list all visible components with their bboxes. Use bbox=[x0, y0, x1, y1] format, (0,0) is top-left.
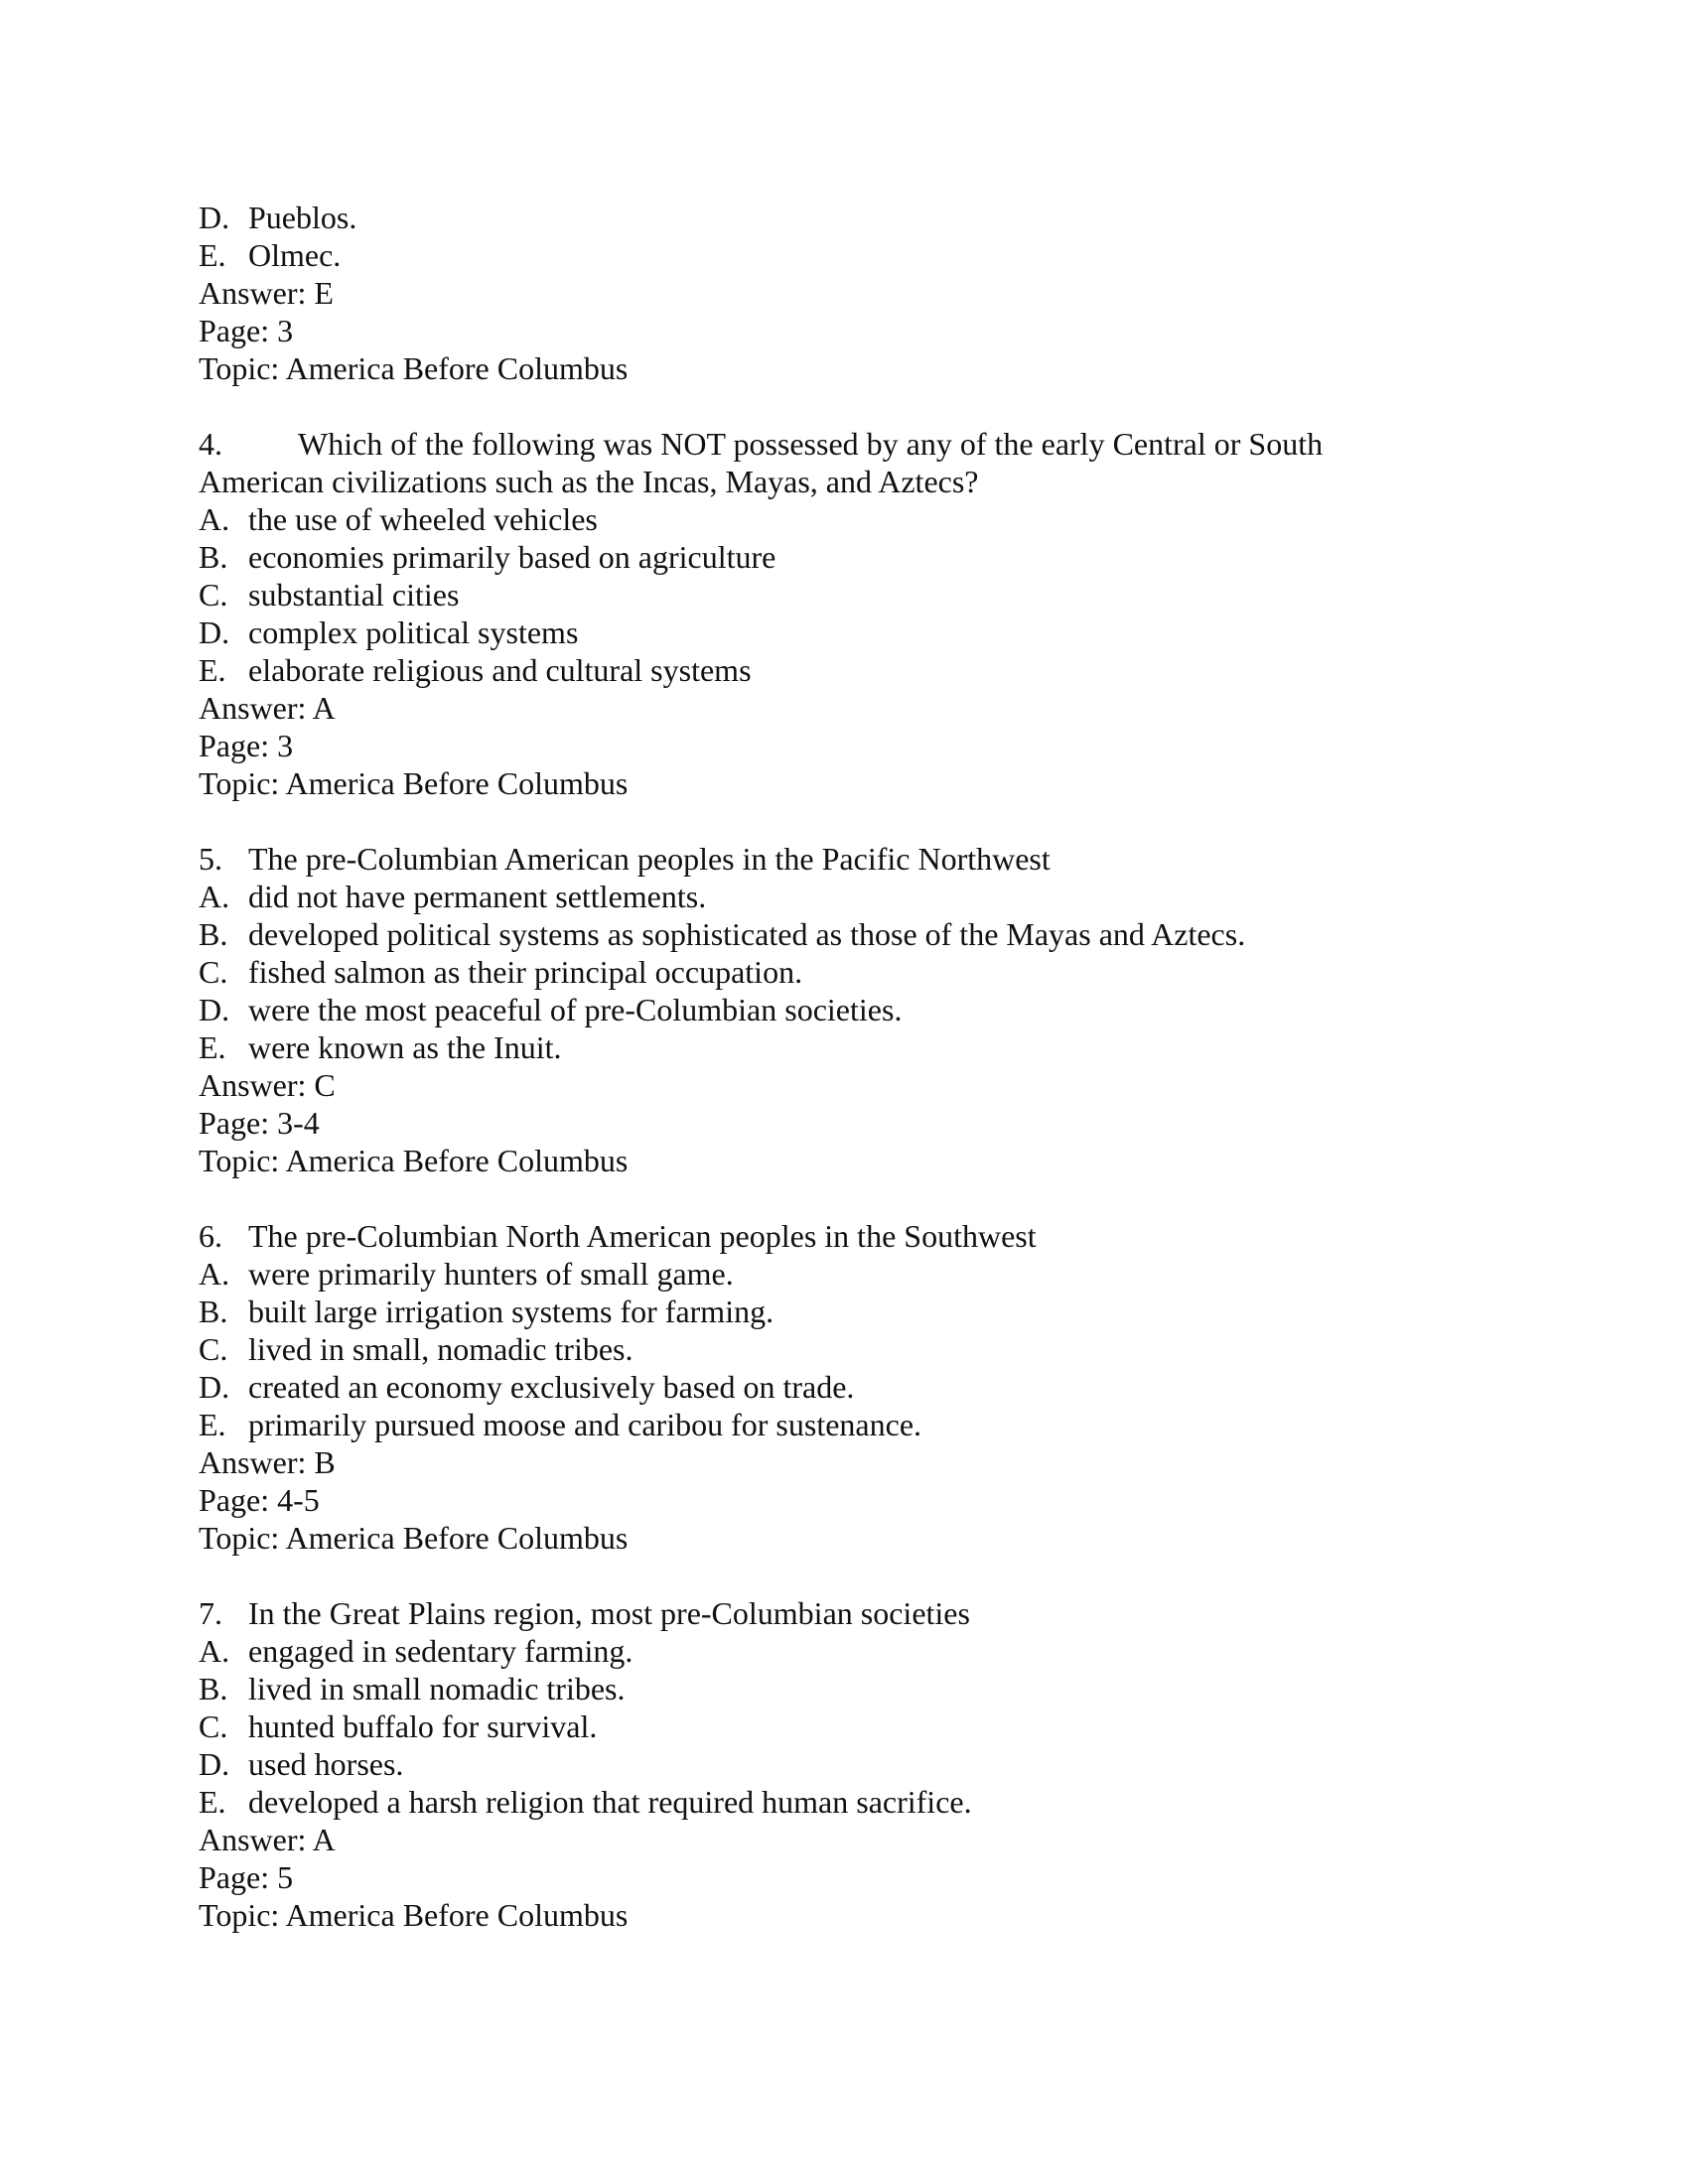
option-b bbox=[199, 1293, 1489, 1330]
option-letter: E. bbox=[199, 1784, 226, 1820]
option-c bbox=[199, 576, 1489, 614]
option-letter: A. bbox=[199, 1633, 230, 1669]
option-c bbox=[199, 1707, 1489, 1745]
option-text: developed political systems as sophisticated as those of the Mayas and Aztecs. bbox=[248, 916, 1246, 952]
option-letter: B. bbox=[199, 1671, 228, 1706]
option-letter: E. bbox=[199, 1029, 226, 1065]
option-letter: B. bbox=[199, 539, 228, 575]
question-stem-line-1: Which of the following was NOT possessed by any of the early Central or South bbox=[298, 426, 1324, 462]
option-e bbox=[199, 1406, 1489, 1443]
option-c bbox=[199, 1330, 1489, 1368]
option-e bbox=[199, 651, 1489, 689]
option-letter: C. bbox=[199, 1331, 228, 1367]
option-text: Pueblos. bbox=[248, 200, 357, 235]
page-line: Page: 3-4 bbox=[199, 1105, 320, 1141]
topic-line: Topic: America Before Columbus bbox=[199, 350, 629, 386]
topic-line: Topic: America Before Columbus bbox=[199, 1897, 629, 1933]
option-d bbox=[199, 1368, 1489, 1406]
option-letter: B. bbox=[199, 1294, 228, 1329]
option-a bbox=[199, 1632, 1489, 1670]
option-d bbox=[199, 1745, 1489, 1783]
topic-line: Topic: America Before Columbus bbox=[199, 765, 629, 801]
option-letter: E. bbox=[199, 237, 226, 273]
question-stem-text: In the Great Plains region, most pre-Columbian societies bbox=[248, 1595, 970, 1631]
option-text: fished salmon as their principal occupation. bbox=[248, 954, 803, 990]
option-letter: C. bbox=[199, 954, 228, 990]
option-letter: C. bbox=[199, 577, 228, 613]
option-text: created an economy exclusively based on trade. bbox=[248, 1369, 855, 1405]
option-text: lived in small nomadic tribes. bbox=[248, 1671, 626, 1706]
topic-line: Topic: America Before Columbus bbox=[199, 1520, 629, 1556]
option-text: built large irrigation systems for farming. bbox=[248, 1294, 774, 1329]
topic-line: Topic: America Before Columbus bbox=[199, 1143, 629, 1178]
option-letter: C. bbox=[199, 1708, 228, 1744]
option-text: did not have permanent settlements. bbox=[248, 879, 707, 914]
question-stem bbox=[199, 1594, 1489, 1632]
option-text: the use of wheeled vehicles bbox=[248, 501, 598, 537]
option-d bbox=[199, 199, 1489, 236]
question-number: 4. bbox=[199, 426, 222, 462]
question-4 bbox=[199, 425, 1489, 802]
option-letter: D. bbox=[199, 1369, 230, 1405]
spacer bbox=[199, 1179, 1489, 1217]
option-letter: E. bbox=[199, 1407, 226, 1442]
option-letter: E. bbox=[199, 652, 226, 688]
option-e bbox=[199, 1028, 1489, 1066]
option-text: substantial cities bbox=[248, 577, 460, 613]
option-letter: A. bbox=[199, 1256, 230, 1292]
option-text: hunted buffalo for survival. bbox=[248, 1708, 598, 1744]
option-letter: A. bbox=[199, 501, 230, 537]
question-stem bbox=[199, 425, 1489, 463]
option-text: used horses. bbox=[248, 1746, 404, 1782]
question-6 bbox=[199, 1217, 1489, 1557]
question-7 bbox=[199, 1594, 1489, 1934]
option-text: were known as the Inuit. bbox=[248, 1029, 562, 1065]
option-text: were primarily hunters of small game. bbox=[248, 1256, 734, 1292]
option-letter: D. bbox=[199, 200, 230, 235]
spacer bbox=[199, 387, 1489, 425]
document-page bbox=[199, 199, 1489, 1934]
option-text: primarily pursued moose and caribou for sustenance. bbox=[248, 1407, 922, 1442]
question-number: 5. bbox=[199, 841, 222, 877]
option-letter: B. bbox=[199, 916, 228, 952]
question-stem bbox=[199, 840, 1489, 878]
question-stem-line-2: American civilizations such as the Incas, Mayas, and Aztecs? bbox=[199, 464, 979, 499]
page-line: Page: 3 bbox=[199, 728, 294, 763]
question-stem-text: The pre-Columbian American peoples in the Pacific Northwest bbox=[248, 841, 1051, 877]
option-a bbox=[199, 500, 1489, 538]
question-stem-text: The pre-Columbian North American peoples in the Southwest bbox=[248, 1218, 1037, 1254]
option-d bbox=[199, 991, 1489, 1028]
option-text: economies primarily based on agriculture bbox=[248, 539, 776, 575]
option-c bbox=[199, 953, 1489, 991]
option-b bbox=[199, 915, 1489, 953]
option-a bbox=[199, 1255, 1489, 1293]
question-number: 6. bbox=[199, 1218, 222, 1254]
spacer bbox=[199, 802, 1489, 840]
option-letter: D. bbox=[199, 992, 230, 1027]
page-line: Page: 4-5 bbox=[199, 1482, 320, 1518]
option-text: elaborate religious and cultural systems bbox=[248, 652, 752, 688]
option-b bbox=[199, 1670, 1489, 1707]
answer-line: Answer: C bbox=[199, 1067, 336, 1103]
option-text: lived in small, nomadic tribes. bbox=[248, 1331, 633, 1367]
option-e bbox=[199, 236, 1489, 274]
option-text: complex political systems bbox=[248, 614, 579, 650]
question-3-continuation bbox=[199, 199, 1489, 387]
option-letter: D. bbox=[199, 1746, 230, 1782]
question-5 bbox=[199, 840, 1489, 1179]
page-line: Page: 3 bbox=[199, 313, 294, 348]
option-b bbox=[199, 538, 1489, 576]
answer-line: Answer: A bbox=[199, 690, 336, 726]
answer-line: Answer: E bbox=[199, 275, 334, 311]
option-text: Olmec. bbox=[248, 237, 342, 273]
question-number: 7. bbox=[199, 1595, 222, 1631]
option-text: engaged in sedentary farming. bbox=[248, 1633, 633, 1669]
question-stem bbox=[199, 1217, 1489, 1255]
option-letter: A. bbox=[199, 879, 230, 914]
option-e bbox=[199, 1783, 1489, 1821]
page-line: Page: 5 bbox=[199, 1859, 294, 1895]
spacer bbox=[199, 1557, 1489, 1594]
answer-line: Answer: A bbox=[199, 1822, 336, 1857]
answer-line: Answer: B bbox=[199, 1444, 336, 1480]
option-a bbox=[199, 878, 1489, 915]
option-text: developed a harsh religion that required human sacrifice. bbox=[248, 1784, 972, 1820]
option-text: were the most peaceful of pre-Columbian societies. bbox=[248, 992, 903, 1027]
option-letter: D. bbox=[199, 614, 230, 650]
option-d bbox=[199, 614, 1489, 651]
